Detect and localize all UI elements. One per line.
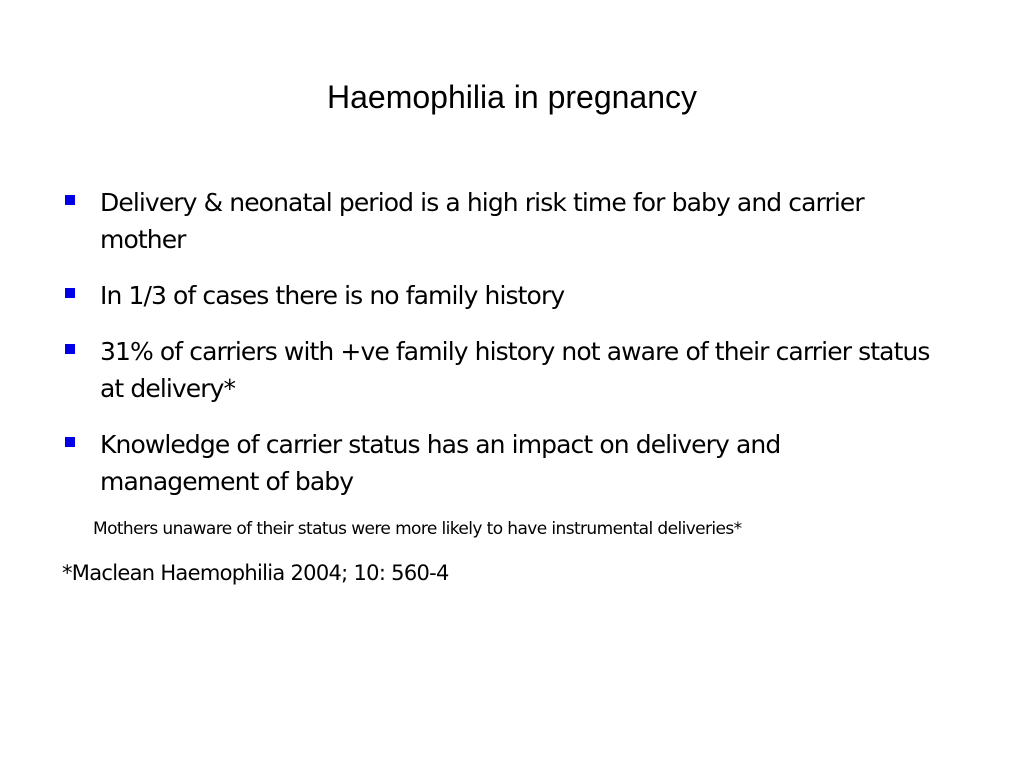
bullet-item xyxy=(62,184,942,258)
bullet-item xyxy=(62,426,942,500)
bullet-item xyxy=(62,333,942,407)
slide-title: Haemophilia in pregnancy xyxy=(327,79,697,115)
square-bullet-icon xyxy=(65,437,75,447)
bullet-text: 31% of carriers with +ve family history not aware of their carrier status at delivery* xyxy=(100,337,930,403)
reference-citation: *Maclean Haemophilia 2004; 10: 560-4 xyxy=(62,561,449,585)
bullet-list xyxy=(62,184,942,519)
square-bullet-icon xyxy=(65,195,75,205)
bullet-item xyxy=(62,277,942,314)
square-bullet-icon xyxy=(65,344,75,354)
bullet-text: Knowledge of carrier status has an impact on delivery and management of baby xyxy=(100,430,781,496)
square-bullet-icon xyxy=(65,288,75,298)
bullet-text: In 1/3 of cases there is no family history xyxy=(100,281,565,310)
bullet-text: Delivery & neonatal period is a high risk time for baby and carrier mother xyxy=(100,188,864,254)
sub-note: Mothers unaware of their status were more likely to have instrumental deliveries* xyxy=(93,519,742,539)
